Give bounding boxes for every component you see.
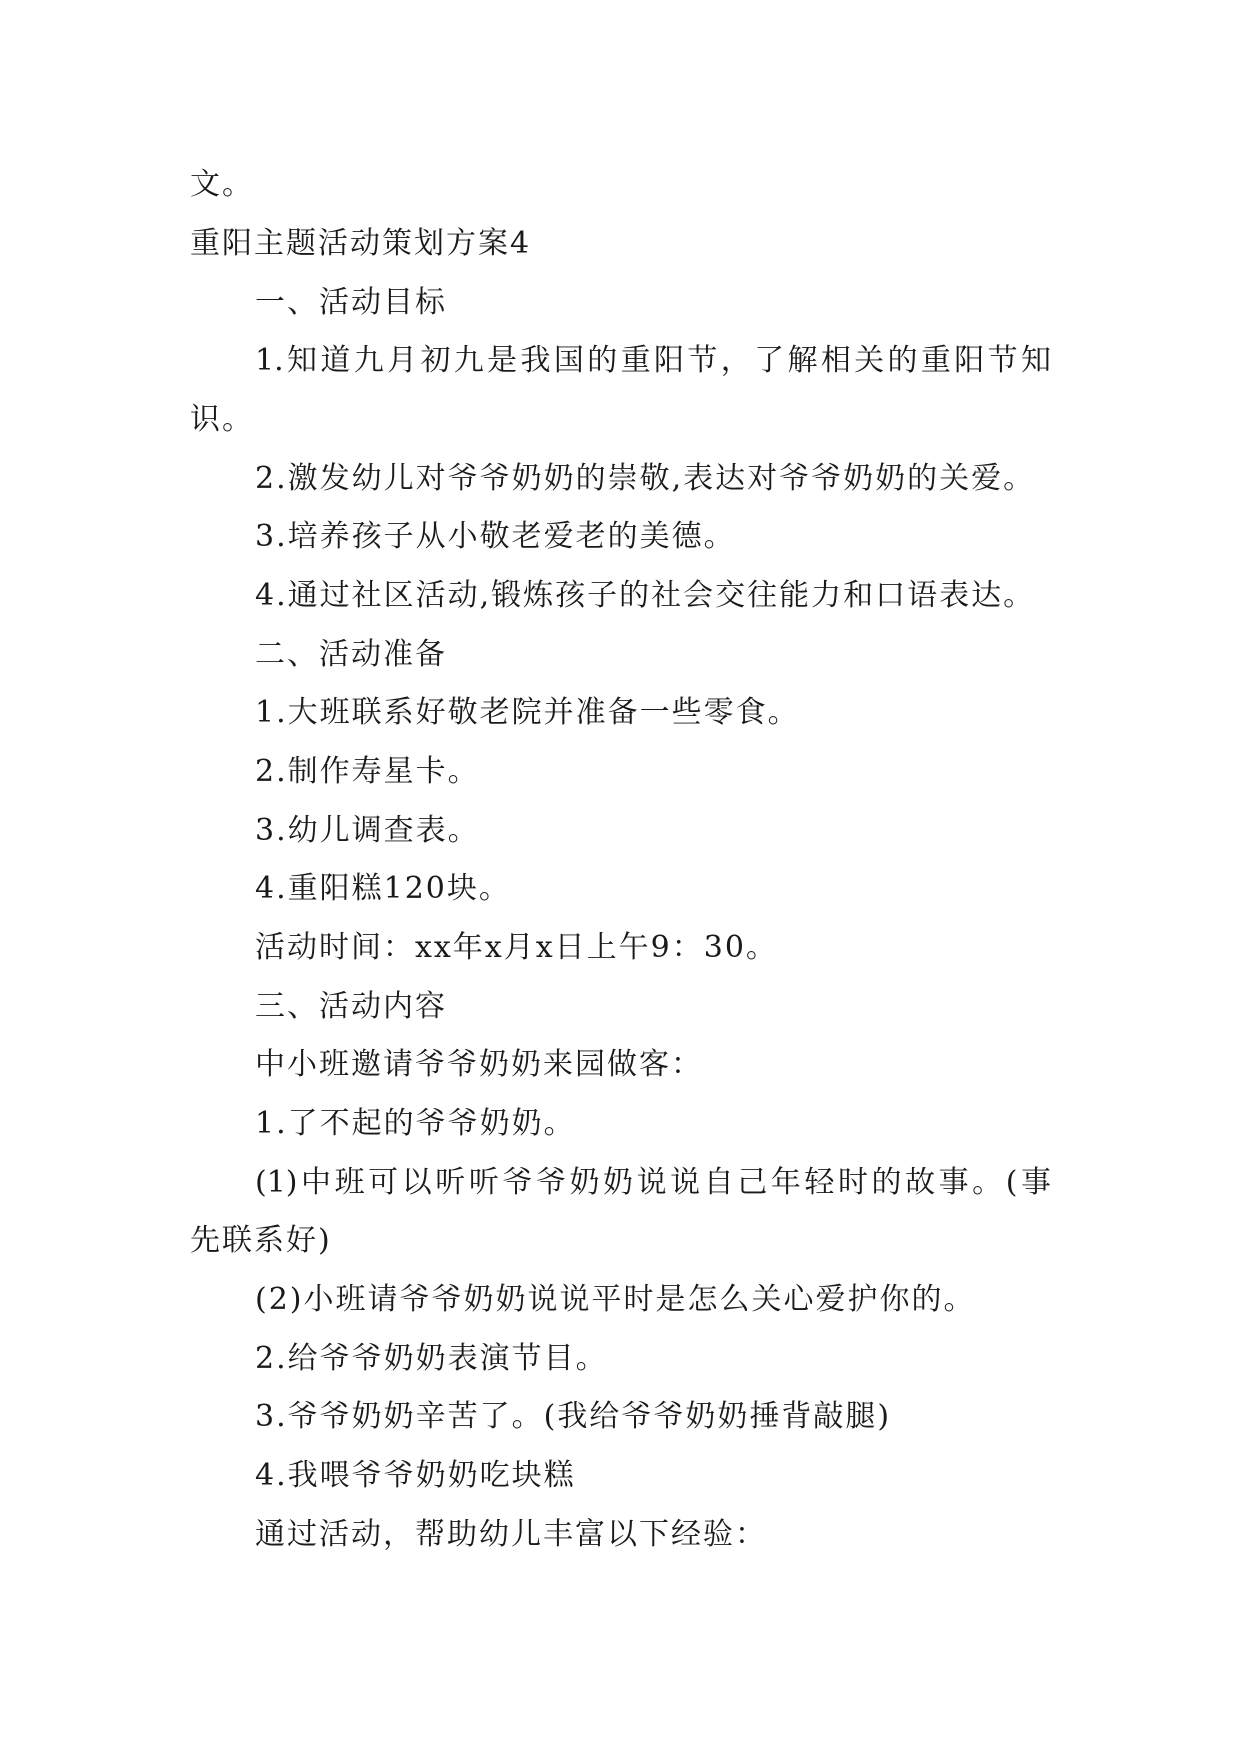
text-line: 识。 [190, 402, 254, 437]
subsection-heading: 一、活动目标 [255, 285, 447, 320]
section-heading: 重阳主题活动策划方案4 [190, 226, 532, 261]
text-line: (1)中班可以听听爷爷奶奶说说自己年轻时的故事。(事 [255, 1165, 1051, 1200]
text-line: 中小班邀请爷爷奶奶来园做客： [255, 1047, 703, 1082]
subsection-heading: 二、活动准备 [255, 637, 447, 672]
text-line: (2)小班请爷爷奶奶说说平时是怎么关心爱护你的。 [255, 1282, 976, 1317]
text-line: 2.给爷爷奶奶表演节目。 [255, 1341, 608, 1376]
text-line: 通过活动，帮助幼儿丰富以下经验： [255, 1517, 767, 1552]
text-line: 活动时间：xx年x月x日上午9：30。 [255, 930, 778, 965]
text-line: 先联系好) [190, 1223, 332, 1258]
text-line: 4.通过社区活动,锻炼孩子的社会交往能力和口语表达。 [255, 578, 1036, 613]
text-line: 4.重阳糕120块。 [255, 871, 511, 906]
subsection-heading: 三、活动内容 [255, 989, 447, 1024]
text-line: 3.幼儿调查表。 [255, 813, 480, 848]
text-line: 2.制作寿星卡。 [255, 754, 480, 789]
text-line: 1.了不起的爷爷奶奶。 [255, 1106, 576, 1141]
text-line: 4.我喂爷爷奶奶吃块糕 [255, 1458, 576, 1493]
text-line: 3.爷爷奶奶辛苦了。(我给爷爷奶奶捶背敲腿) [255, 1399, 892, 1434]
text-line: 3.培养孩子从小敬老爱老的美德。 [255, 519, 736, 554]
text-line: 1.大班联系好敬老院并准备一些零食。 [255, 695, 800, 730]
text-line: 2.激发幼儿对爷爷奶奶的崇敬,表达对爷爷奶奶的关爱。 [255, 461, 1036, 496]
text-line: 1.知道九月初九是我国的重阳节，了解相关的重阳节知 [255, 343, 1051, 378]
text-line: 文。 [190, 167, 254, 202]
